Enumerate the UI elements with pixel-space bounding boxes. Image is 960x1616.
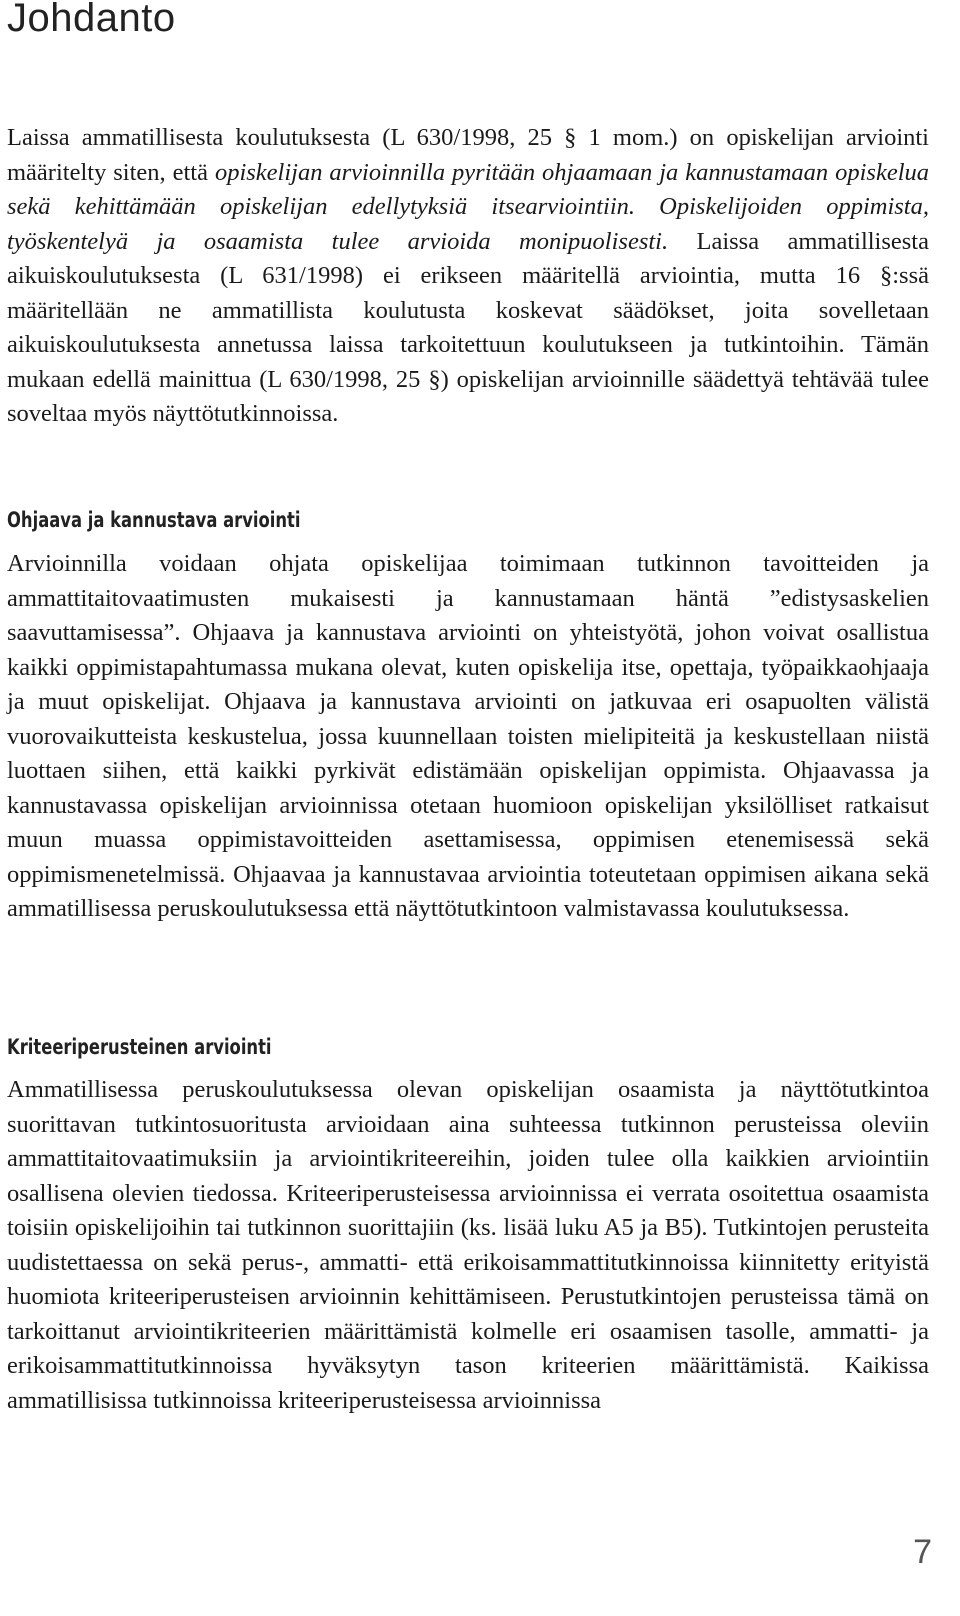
intro-italic-quote: opiskelijan arvioinnilla pyritään ohjaamaan ja kannustamaan opiskelua sekä kehittämään opiskelijan edellytyksiä itsearviointiin. Opiskelijoiden oppimista, työskentelyä ja osaamista tulee arvioida monipuolisesti. — [7, 158, 929, 255]
intro-paragraph — [7, 121, 929, 432]
intro-text-run-1: Laissa ammatillisesta koulutuksesta (L 630/1998, 25 § 1 mom.) on opiskelijan arviointi määritelty siten, että — [7, 124, 929, 186]
section-heading-ohjaava: Ohjaava ja kannustava arviointi — [7, 508, 301, 532]
chapter-title: Johdanto — [7, 0, 176, 40]
section-paragraph-kriteeri: Ammatillisessa peruskoulutuksessa olevan opiskelijan osaamista ja näyttötutkintoa suorittavan tutkintosuoritusta arvioidaan aina suhteessa tutkinnon perusteissa oleviin ammattitaitovaatimuksiin ja arviointikriteereihin, joiden tulee olla kaikkien arviointiin osallisena olevien tiedossa. Kriteeriperusteisessa arvioinnissa ei verrata osoitettua osaamista toisiin opiskelijoihin tai tutkinnon suorittajiin (ks. lisää luku A5 ja B5). Tutkintojen perusteita uudistettaessa on sekä perus-, ammatti- että erikoisammattitutkinnoissa kiinnitetty erityistä huomiota kriteeriperusteisen arvioinnin kehittämiseen. Perustutkintojen perusteissa tämä on tarkoittanut arviointikriteerien määrittämistä kolmelle eri osaamisen tasolle, ammatti- ja erikoisammattitutkinnoissa hyväksytyn tason kriteerien määrittämistä. Kaikissa ammatillisissa tutkinnoissa kriteeriperusteisessa arvioinnissa — [7, 1076, 929, 1414]
page-number: 7 — [913, 1533, 932, 1571]
intro-text-run-2: Laissa ammatillisesta aikuiskoulutuksesta (L 631/1998) ei erikseen määritellä arviointia, mutta 16 §:ssä määritellään ne ammatillista koulutusta koskevat säädökset, joita sovelletaan aikuiskoulutuksesta annetussa laissa tarkoitettuun koulutukseen ja tutkintoihin. Tämän mukaan edellä mainittua (L 630/1998, 25 §) opiskelijan arvioinnille säädettyä tehtävää tulee soveltaa myös näyttötutkinnoissa. — [7, 227, 929, 427]
section-paragraph-ohjaava: Arvioinnilla voidaan ohjata opiskelijaa toimimaan tutkinnon tavoitteiden ja ammattitaitovaatimusten mukaisesti ja kannustamaan häntä ”edistysaskelien saavuttamisessa”. Ohjaava ja kannustava arviointi on yhteistyötä, johon voivat osallistua kaikki oppimistapahtumassa mukana olevat, kuten opiskelija itse, opettaja, työpaikkaohjaaja ja muut opiskelijat. Ohjaava ja kannustava arviointi on jatkuvaa eri osapuolten välistä vuorovaikutteista keskustelua, jossa kuunnellaan toisten mielipiteitä ja keskustellaan niistä luottaen siihen, että kaikki pyrkivät edistämään opiskelijan oppimista. Ohjaavassa ja kannustavassa opiskelijan arvioinnissa otetaan huomioon opiskelijan yksilölliset ratkaisut muun muassa oppimistavoitteiden asettamisessa, oppimisen etenemisessä sekä oppimismenetelmissä. Ohjaavaa ja kannustavaa arviointia toteutetaan oppimisen aikana sekä ammatillisessa peruskoulutuksessa että näyttötutkintoon valmistavassa koulutuksessa. — [7, 550, 929, 922]
section-heading-kriteeri: Kriteeriperusteinen arviointi — [7, 1035, 272, 1059]
